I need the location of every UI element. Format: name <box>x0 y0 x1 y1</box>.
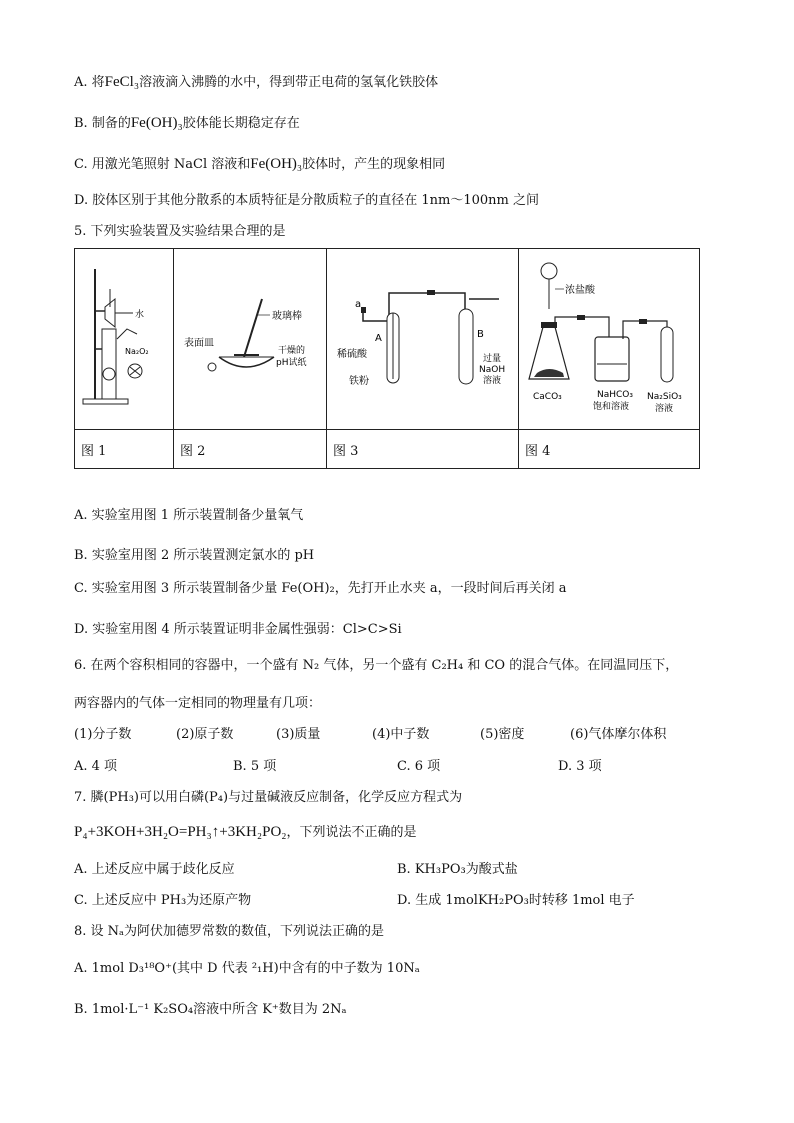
q7-equation-tail: ，下列说法不正确的是 <box>286 825 417 840</box>
q7-option-d: D. 生成 1molKH₂PO₃时转移 1mol 电子 <box>397 893 635 908</box>
figure-2-caption: 图 2 <box>174 430 327 469</box>
fig2-label-dish: 表面皿 <box>184 338 214 349</box>
q4-option-b: B. 制备的Fe(OH)₃胶体能长期稳定存在 <box>74 115 300 131</box>
q6-item-2: (2)原子数 <box>176 727 234 742</box>
q6-item-4: (4)中子数 <box>372 727 430 742</box>
fig1-label-reagent: Na₂O₂ <box>125 347 149 356</box>
fig2-label-paper-2: pH试纸 <box>276 358 307 368</box>
q5-option-d: D. 实验室用图 4 所示装置证明非金属性强弱：Cl>C>Si <box>74 622 402 637</box>
q6-option-d: D. 3 项 <box>558 759 602 774</box>
figure-2-apparatus <box>174 249 326 425</box>
q5-figure-table <box>74 248 700 469</box>
q7-option-b: B. KH₃PO₃为酸式盐 <box>397 862 518 877</box>
fig3-label-acid: 稀硫酸 <box>337 349 367 360</box>
q6-option-c: C. 6 项 <box>397 759 441 774</box>
figure-3-cell <box>327 249 519 430</box>
q6-item-6: (6)气体摩尔体积 <box>570 727 667 742</box>
fig3-label-a: A <box>375 333 382 344</box>
fig4-label-sio3-2: 溶液 <box>655 404 674 414</box>
q5-option-b: B. 实验室用图 2 所示装置测定氯水的 pH <box>74 548 315 563</box>
fig4-label-sio3-1: Na₂SiO₃ <box>647 392 682 402</box>
q7-stem: 7. 膦(PH₃)可以用白磷(P₄)与过量碱液反应制备，化学反应方程式为 <box>74 790 463 805</box>
fig3-label-clip: a <box>355 299 362 310</box>
figure-2-cell <box>174 249 327 430</box>
fig1-label-water: 水 <box>135 310 145 320</box>
fig3-label-iron: 铁粉 <box>349 376 369 387</box>
q7-equation-line <box>74 823 417 842</box>
figure-1-apparatus <box>75 249 173 425</box>
fig3-label-b: B <box>477 329 484 340</box>
fig3-label-naoh-2: NaOH <box>479 365 506 375</box>
q6-item-5: (5)密度 <box>480 727 525 742</box>
fig4-label-nahco3-2: 饱和溶液 <box>593 402 630 412</box>
figure-1-caption: 图 1 <box>75 430 174 469</box>
fig4-label-hcl: 浓盐酸 <box>565 285 595 296</box>
q7-option-a: A. 上述反应中属于歧化反应 <box>74 862 235 877</box>
q5-option-c: C. 实验室用图 3 所示装置制备少量 Fe(OH)₂，先打开止水夹 a，一段时间后再关闭 a <box>74 581 567 596</box>
q6-item-3: (3)质量 <box>276 727 321 742</box>
figure-3-apparatus <box>327 249 518 425</box>
fig2-label-rod: 玻璃棒 <box>272 311 302 322</box>
q7-option-c: C. 上述反应中 PH₃为还原产物 <box>74 893 252 908</box>
fig2-label-paper-1: 干燥的 <box>278 346 306 356</box>
fig3-label-naoh-1: 过量 <box>483 354 502 364</box>
figure-4-apparatus <box>519 249 699 425</box>
q4-option-c: C. 用激光笔照射 NaCl 溶液和Fe(OH)₃胶体时，产生的现象相同 <box>74 156 446 172</box>
fig4-label-caco3: CaCO₃ <box>533 392 562 402</box>
q6-option-b: B. 5 项 <box>233 759 277 774</box>
q5-stem: 5. 下列实验装置及实验结果合理的是 <box>74 224 286 239</box>
figure-1-cell <box>75 249 174 430</box>
figure-4-cell <box>519 249 700 430</box>
fig3-label-naoh-3: 溶液 <box>483 376 502 386</box>
q4-option-a: A. 将FeCl₃溶液滴入沸腾的水中，得到带正电荷的氢氧化铁胶体 <box>74 74 439 90</box>
q6-item-1: (1)分子数 <box>74 727 132 742</box>
q6-option-a: A. 4 项 <box>74 759 118 774</box>
q6-stem-line2: 两容器内的气体一定相同的物理量有几项： <box>74 696 322 711</box>
fig4-label-nahco3-1: NaHCO₃ <box>597 390 633 400</box>
q5-option-a: A. 实验室用图 1 所示装置制备少量氧气 <box>74 508 304 523</box>
q4-option-d: D. 胶体区别于其他分散系的本质特征是分散质粒子的直径在 1nm～100nm 之间 <box>74 193 539 208</box>
q8-stem: 8. 设 Nₐ为阿伏加德罗常数的数值，下列说法正确的是 <box>74 924 385 939</box>
q6-stem-line1: 6. 在两个容积相同的容器中，一个盛有 N₂ 气体，另一个盛有 C₂H₄ 和 CO 的混合气体。在同温同压下， <box>74 658 679 673</box>
q7-equation: P₄+3KOH+3H₂O=PH₃↑+3KH₂PO₂ <box>74 824 287 840</box>
q8-option-b: B. 1mol·L⁻¹ K₂SO₄溶液中所含 K⁺数目为 2Nₐ <box>74 1002 347 1017</box>
figure-4-caption: 图 4 <box>519 430 700 469</box>
figure-3-caption: 图 3 <box>327 430 519 469</box>
q8-option-a: A. 1mol D₃¹⁸O⁺(其中 D 代表 ²₁H)中含有的中子数为 10Nₐ <box>74 961 420 976</box>
